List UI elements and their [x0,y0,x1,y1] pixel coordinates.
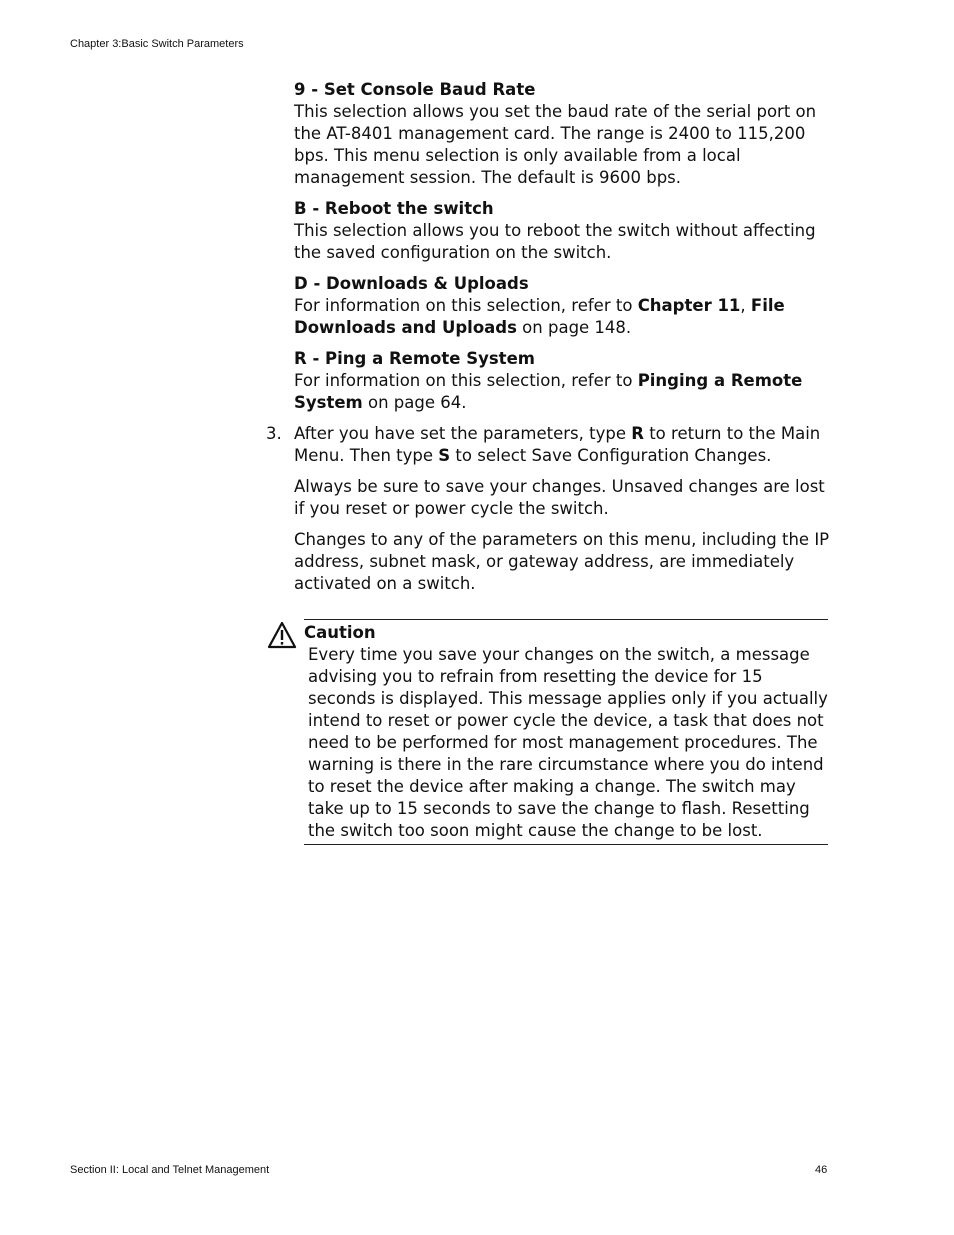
entry-title: B - Reboot the switch [294,199,494,218]
entry-body [294,295,834,339]
running-header: Chapter 3:Basic Switch Parameters [70,38,244,50]
body-text: For information on this selection, refer to [294,371,638,390]
step-text: to return to the Main Menu. Then type [294,424,821,465]
warning-triangle-icon [267,621,297,649]
entry-body: This selection allows you set the baud rate of the serial port on the AT-8401 management card. The range is 2400 to 115,200 bps. This menu selection is only available from a local management session. The default is 9600 bps. [294,102,817,187]
entry-body [294,370,834,414]
step-3 [266,423,834,595]
body-text: on page 64. [362,393,467,412]
entry-reboot [294,198,834,264]
key-r: R [631,424,644,443]
cross-reference-link[interactable]: Chapter 11 [637,296,741,315]
footer-section: Section II: Local and Telnet Management [70,1164,270,1176]
caution-body: Every time you save your changes on the switch, a message advising you to refrain from resetting the device for 15 seconds is displayed. This message applies only if you actually intend to reset or power cycle the device, a task that does not need to be performed for most management procedures. The warning is there in the rare circumstance where you do intend to reset the device after making a change. The switch may take up to 15 seconds to save the change to flash. Resetting the switch too soon might cause the change to be lost. [308,645,828,840]
entry-downloads [294,273,834,339]
entry-body: This selection allows you to reboot the switch without affecting the saved configuration on the switch. [294,221,816,262]
entry-title: 9 - Set Console Baud Rate [294,80,536,99]
cross-reference-link[interactable]: Pinging a Remote System [294,371,803,412]
step-number: 3. [266,424,282,443]
separator: , [740,296,751,315]
step-text: After you have set the parameters, type [294,424,632,443]
key-s: S [438,446,451,465]
step-instruction [294,423,834,467]
caution-box [304,619,828,845]
entry-baud-rate [294,79,834,189]
entry-ping [294,348,834,414]
entry-title: D - Downloads & Uploads [294,274,529,293]
main-content [266,79,834,604]
step-text: to select Save Configuration Changes. [450,446,772,465]
entry-title: R - Ping a Remote System [294,349,535,368]
caution-title: Caution [304,623,376,642]
cross-reference-link[interactable]: File Downloads and Uploads [294,296,785,337]
save-reminder-paragraph: Always be sure to save your changes. Unsaved changes are lost if you reset or power cycle the switch. [294,477,825,518]
immediate-activation-paragraph: Changes to any of the parameters on this menu, including the IP address, subnet mask, or gateway address, are immediately activated on a switch. [294,530,830,593]
body-text: For information on this selection, refer to [294,296,638,315]
body-text: on page 148. [516,318,632,337]
page-number: 46 [815,1164,828,1176]
